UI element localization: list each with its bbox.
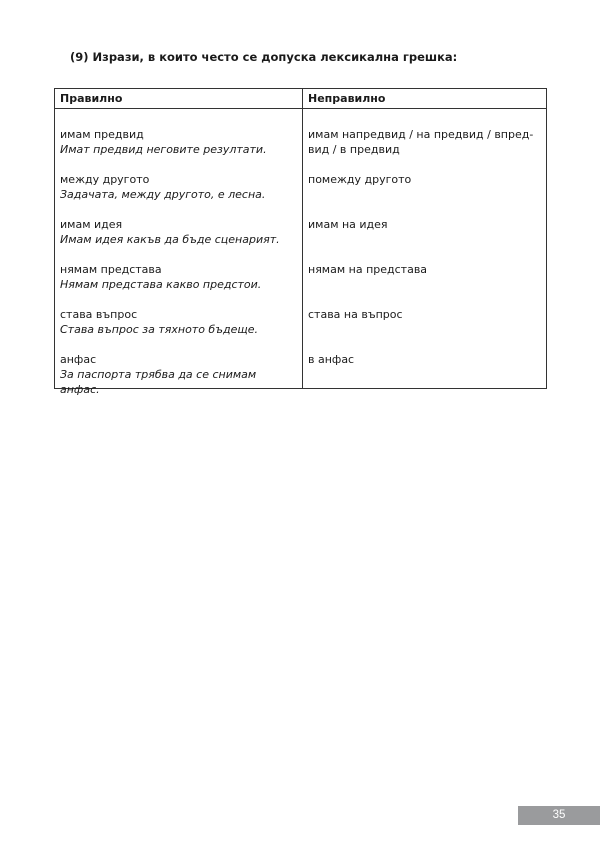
correct-phrase: имам предвид (60, 128, 144, 141)
incorrect-entry: имам на идея (308, 218, 388, 231)
table-header-row (55, 89, 547, 109)
page-number: 35 (518, 806, 600, 825)
incorrect-entry: помежду другото (308, 173, 412, 186)
correct-entry (60, 127, 297, 172)
lexical-errors-table (54, 88, 547, 396)
incorrect-entry: нямам на представа (308, 263, 428, 276)
incorrect-entry: имам напредвид / на предвид / впред-вид / в предвид (308, 128, 534, 156)
correct-phrase: анфас (60, 353, 97, 366)
incorrect-column (303, 109, 547, 389)
correct-phrase: нямам представа (60, 263, 162, 276)
example-sentence: Имам идея какъв да бъде сценарият. (60, 233, 280, 246)
correct-phrase: между другото (60, 173, 150, 186)
correct-entry (60, 307, 297, 352)
correct-entry (60, 217, 297, 262)
correct-phrase: имам идея (60, 218, 123, 231)
incorrect-entry: в анфас (308, 353, 355, 366)
header-incorrect: Неправилно (303, 89, 547, 109)
correct-entry (60, 262, 297, 307)
correct-phrase: става въпрос (60, 308, 138, 321)
example-sentence: Задачата, между другото, е лесна. (60, 188, 266, 201)
correct-column (55, 109, 303, 396)
incorrect-entry: става на въпрос (308, 308, 403, 321)
example-sentence: Имат предвид неговите резултати. (60, 143, 267, 156)
example-sentence: За паспорта трябва да се снимам анфас. (60, 368, 257, 396)
example-sentence: Става въпрос за тяхното бъдеще. (60, 323, 258, 336)
correct-entry (60, 352, 297, 396)
section-heading: (9) Изрази, в които често се допуска лексикална грешка: (70, 50, 458, 64)
table-body-row (55, 109, 547, 389)
example-sentence: Нямам представа какво предстои. (60, 278, 262, 291)
correct-entry (60, 172, 297, 217)
header-correct: Правилно (55, 89, 303, 109)
